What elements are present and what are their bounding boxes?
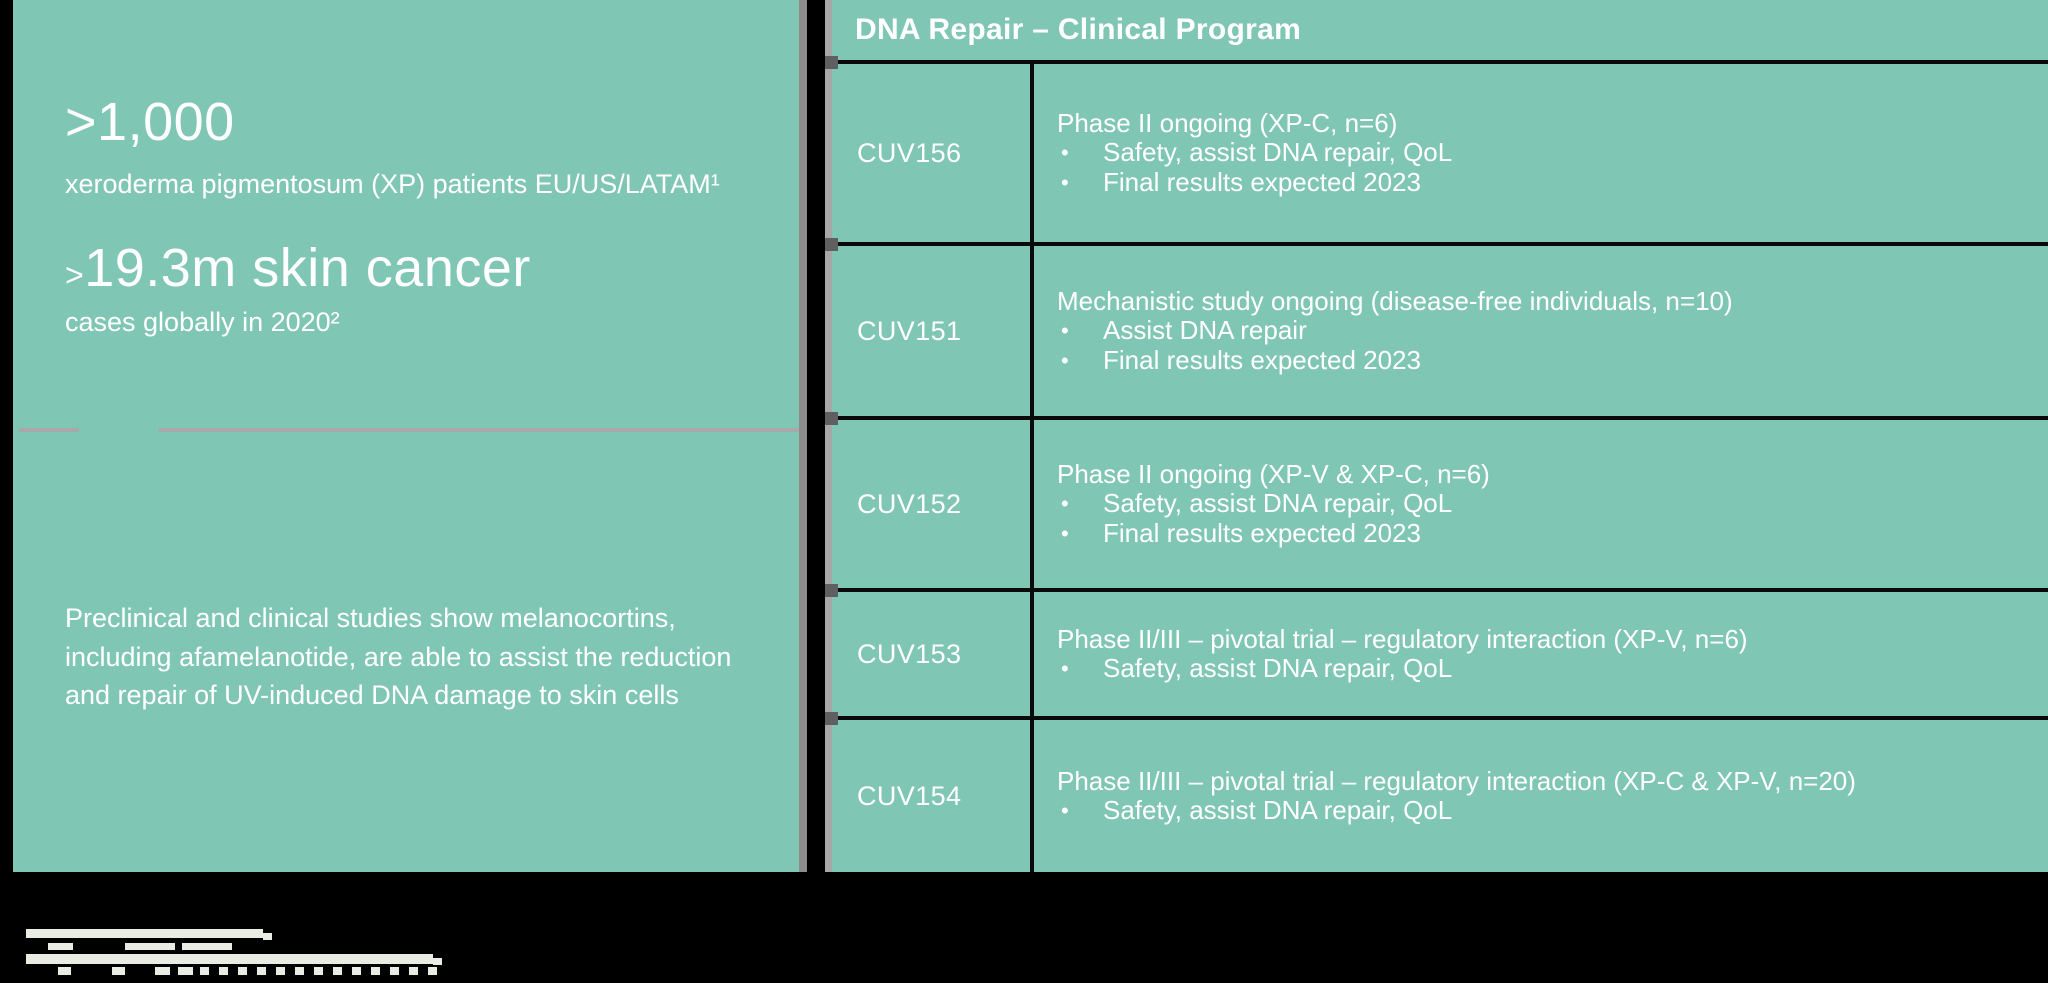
bullet-icon: • (1061, 318, 1069, 344)
program-code-cell (832, 420, 1030, 588)
redacted-tick-row (200, 967, 440, 975)
bullet-icon: • (1061, 140, 1069, 166)
program-phase-title: Phase II/III – pivotal trial – regulatory interaction (XP-C & XP-V, n=20) (1057, 765, 1856, 796)
program-phase-title: Phase II/III – pivotal trial – regulatory interaction (XP-V, n=6) (1057, 623, 1748, 654)
program-phase-title: Phase II ongoing (XP-C, n=6) (1057, 107, 1398, 138)
bullet-icon: • (1061, 169, 1069, 195)
program-code-cell (832, 64, 1030, 242)
bullet-text: Final results expected 2023 (1103, 517, 1421, 548)
paragraph-line: including afamelanotide, are able to assist the reduction (65, 641, 732, 672)
redacted-bar (433, 958, 442, 965)
table-left-border (825, 0, 832, 872)
redacted-bar (263, 933, 272, 940)
program-bullet (1057, 654, 2048, 683)
table-row-cuv151 (832, 246, 2048, 416)
table-header (832, 0, 2048, 60)
redacted-bar (26, 929, 263, 938)
redacted-bar (155, 967, 170, 975)
xp-patients-stat-value: >1,000 (65, 92, 235, 152)
program-code-cell (832, 720, 1030, 872)
redacted-bar (58, 967, 71, 975)
program-desc-cell (1034, 246, 2048, 416)
greater-than-prefix: > (65, 257, 85, 293)
bullet-text: Safety, assist DNA repair, QoL (1103, 795, 1453, 825)
program-phase-title: Mechanistic study ongoing (disease-free individuals, n=10) (1057, 285, 1733, 316)
program-code: CUV153 (857, 638, 962, 669)
program-code: CUV156 (857, 137, 962, 168)
bullet-text: Safety, assist DNA repair, QoL (1103, 137, 1453, 168)
bullet-text: Final results expected 2023 (1103, 166, 1421, 197)
program-code: CUV154 (857, 780, 962, 811)
bullet-icon: • (1061, 520, 1069, 546)
program-bullet (1057, 168, 2048, 197)
table-title: DNA Repair – Clinical Program (855, 13, 1302, 46)
paragraph-line: and repair of UV-induced DNA damage to skin cells (65, 680, 679, 711)
program-code: CUV152 (857, 488, 962, 519)
left-stats-panel (13, 0, 799, 872)
redacted-bar (48, 943, 73, 950)
program-desc-cell (1034, 420, 2048, 588)
program-bullet (1057, 138, 2048, 167)
clinical-program-table (825, 0, 2048, 872)
bullet-icon: • (1061, 798, 1069, 823)
skin-cancer-stat-value (65, 240, 531, 303)
program-desc-cell (1034, 592, 2048, 716)
melanocortins-paragraph (65, 599, 785, 715)
bullet-text: Final results expected 2023 (1103, 344, 1421, 375)
program-code-cell (832, 246, 1030, 416)
xp-patients-stat-label: xeroderma pigmentosum (XP) patients EU/US/LATAM¹ (65, 169, 720, 199)
program-code: CUV151 (857, 315, 962, 346)
skin-cancer-stat-text: 19.3m skin cancer (84, 238, 531, 298)
bullet-text: Assist DNA repair (1103, 315, 1307, 346)
redacted-bar (182, 943, 232, 950)
table-row-cuv153 (832, 592, 2048, 716)
paragraph-line: Preclinical and clinical studies show melanocortins, (65, 603, 676, 633)
redacted-bar (125, 943, 175, 950)
skin-cancer-stat-label: cases globally in 2020² (65, 307, 340, 337)
program-bullet (1057, 489, 2048, 518)
bullet-icon: • (1061, 347, 1069, 373)
table-row-cuv154 (832, 720, 2048, 872)
program-bullet (1057, 796, 2048, 825)
bullet-text: Safety, assist DNA repair, QoL (1103, 653, 1453, 683)
program-phase-title: Phase II ongoing (XP-V & XP-C, n=6) (1057, 458, 1490, 489)
program-bullet (1057, 346, 2048, 375)
program-bullet (1057, 316, 2048, 345)
redacted-bar (112, 967, 125, 975)
table-row-cuv156 (832, 64, 2048, 242)
divider-rule-left-segment (19, 428, 79, 432)
table-row-cuv152 (832, 420, 2048, 588)
redacted-bar (178, 967, 193, 975)
bullet-icon: • (1061, 656, 1069, 681)
program-desc-cell (1034, 64, 2048, 242)
redacted-bar (26, 954, 433, 964)
bullet-icon: • (1061, 491, 1069, 517)
program-desc-cell (1034, 720, 2048, 872)
divider-rule-right-segment (159, 428, 799, 432)
bullet-text: Safety, assist DNA repair, QoL (1103, 488, 1453, 519)
program-code-cell (832, 592, 1030, 716)
panel-right-edge (799, 0, 807, 872)
program-bullet (1057, 519, 2048, 548)
